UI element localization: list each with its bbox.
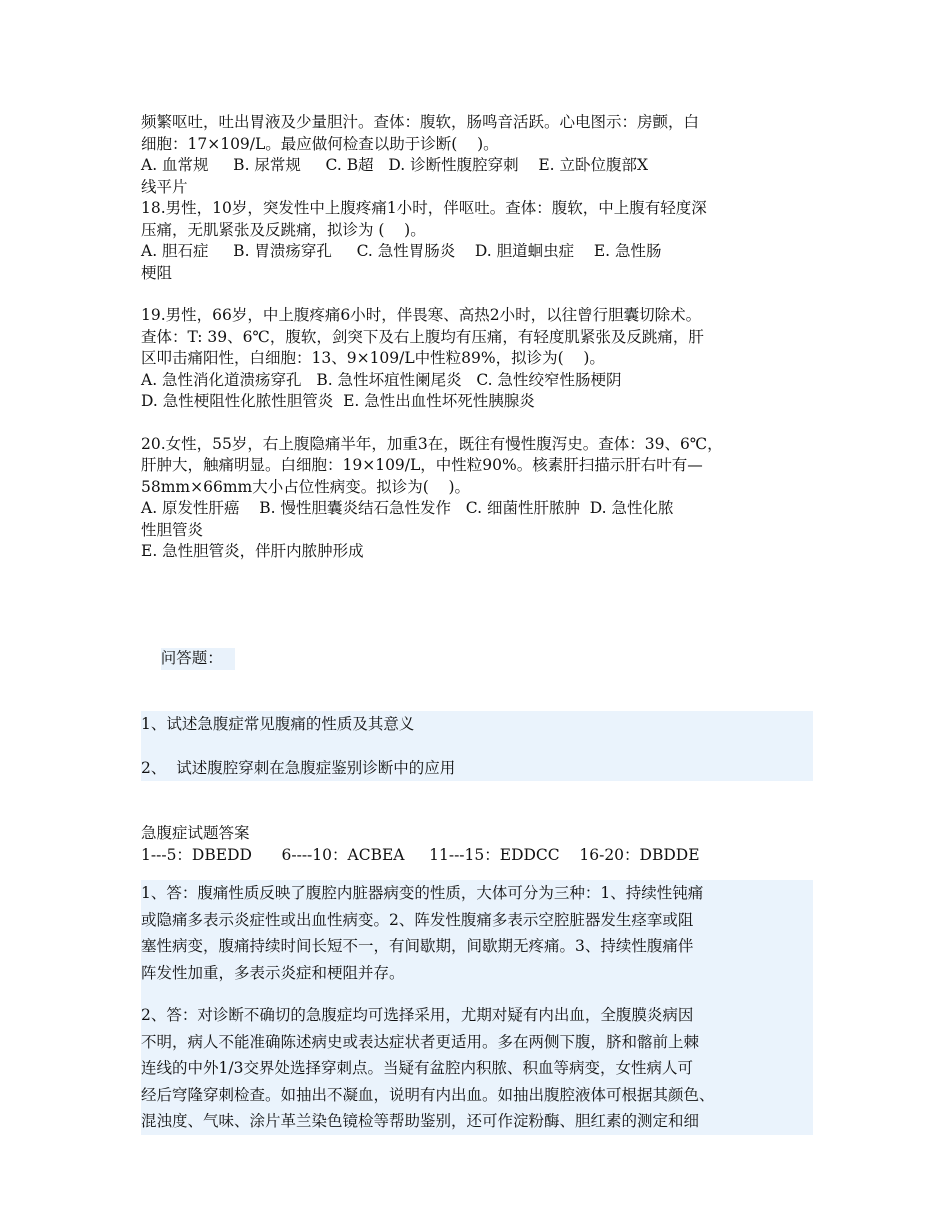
answer-keys: 1---5：DBEDD 6----10：ACBEA 11---15：EDDCC 16-20：DBDDE: [141, 845, 700, 864]
text-line: 塞性病变，腹痛持续时间长短不一，有间歇期，间歇期无疼痛。3、持续性腹痛伴: [141, 937, 694, 955]
text-line: E. 急性胆管炎，伴肝内脓肿形成: [141, 542, 364, 560]
text-line: 阵发性加重，多表示炎症和梗阻并存。: [141, 963, 405, 982]
text-line: 压痛，无肌紧张及反跳痛，拟诊为 ( )。: [141, 220, 426, 239]
text-line: 性胆管炎: [141, 520, 204, 539]
question-17: [141, 112, 813, 198]
text-line: A. 原发性肝癌 B. 慢性胆囊炎结石急性发作 C. 细菌性肝脓肿 D. 急性化脓: [141, 499, 674, 517]
text-line: 线平片: [141, 177, 188, 196]
question-20: [141, 434, 813, 563]
text-line: 区叩击痛阳性，白细胞：13、9×109/L中性粒89%，拟诊为( )。: [141, 349, 605, 367]
text-line: 频繁呕吐，吐出胃液及少量胆汁。查体：腹软，肠鸣音活跃。心电图示：房颤，白: [141, 113, 700, 131]
text-line: 连线的中外1/3交界处选择穿刺点。当疑有盆腔内积脓、积血等病变，女性病人可: [141, 1059, 693, 1077]
text-line: 肝肿大，触痛明显。白细胞：19×109/L，中性粒90%。核素肝扫描示肝右叶有—: [141, 456, 703, 474]
text-line: 1、答：腹痛性质反映了腹腔内脏器病变的性质，大体可分为三种：1、持续性钝痛: [141, 884, 704, 902]
question-19: [141, 305, 813, 413]
text-line: D. 急性梗阻性化脓性胆管炎 E. 急性出血性坏死性胰腺炎: [141, 392, 535, 410]
text-line: 不明，病人不能准确陈述病史或表达症状者更适用。多在两侧下腹，脐和髂前上棘: [141, 1032, 700, 1051]
text-line: 细胞：17×109/L。最应做何检查以助于诊断( )。: [141, 134, 499, 153]
text-line: A. 急性消化道溃疡穿孔 B. 急性坏疽性阑尾炎 C. 急性绞窄性肠梗阴: [141, 370, 622, 389]
text-line: 梗阻: [141, 263, 173, 282]
text-line: 58mm×66mm大小占位性病变。拟诊为( )。: [141, 477, 471, 496]
answer-1-box: [141, 880, 813, 1135]
qa-question-1: 1、试述急腹症常见腹痛的性质及其意义: [141, 715, 415, 733]
qa-question-2: 2、 试述腹腔穿刺在急腹症鉴别诊断中的应用: [141, 759, 456, 777]
answers-title: 急腹症试题答案: [141, 824, 250, 842]
text-line: 或隐痛多表示炎症性或出血性病变。2、阵发性腹痛多表示空腔脏器发生痉挛或阻: [141, 910, 694, 929]
document-page: [141, 112, 813, 1135]
text-line: A. 血常规 B. 尿常规 C. B超 D. 诊断性腹腔穿刺 E. 立卧位腹部X: [141, 156, 649, 174]
qa-title-text: 问答题：: [161, 648, 235, 670]
text-line: 20.女性，55岁，右上腹隐痛半年，加重3在，既往有慢性腹泻史。查体：39、6℃，: [141, 434, 723, 453]
qa-section-title: [141, 627, 813, 692]
text-line: A. 胆石症 B. 胃溃疡穿孔 C. 急性胃肠炎 D. 胆道蛔虫症 E. 急性肠: [141, 242, 662, 260]
text-line: 混浊度、气味、涂片革兰染色镜检等帮助鉴别，还可作淀粉酶、胆红素的测定和细: [141, 1112, 700, 1130]
text-line: 18.男性，10岁，突发性中上腹疼痛1小时，伴呕吐。查体：腹软，中上腹有轻度深: [141, 199, 707, 217]
text-line: 2、答：对诊断不确切的急腹症均可选择采用，尤期对疑有内出血，全腹膜炎病因: [141, 1006, 694, 1024]
text-line: 经后穹隆穿刺检查。如抽出不凝血，说明有内出血。如抽出腹腔液体可根据其颜色、: [141, 1085, 715, 1104]
text-line: 19.男性，66岁，中上腹疼痛6小时，伴畏寒、高热2小时，以往曾行胆囊切除术。: [141, 306, 702, 324]
text-line: 查体：T: 39、6℃，腹软，剑突下及右上腹均有压痛，有轻度肌紧张及反跳痛，肝: [141, 327, 704, 346]
question-18: [141, 198, 813, 284]
qa-questions-box: [141, 711, 813, 781]
